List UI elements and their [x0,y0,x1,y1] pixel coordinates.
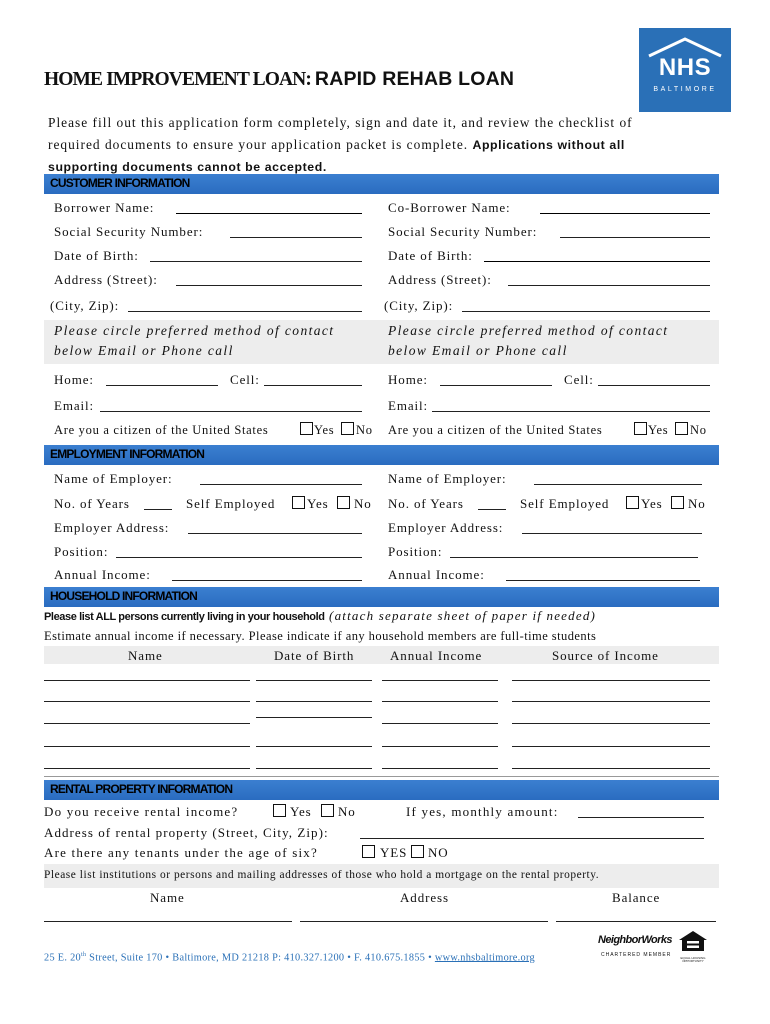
co-ssn-label: Social Security Number: [388,224,538,239]
cell-phone-field[interactable] [264,385,362,386]
household-row-4-dob[interactable] [256,746,372,747]
co-self-employed-no-label: No [688,496,706,511]
dob-label: Date of Birth: [54,248,139,263]
co-home-phone-label: Home: [388,372,428,387]
co-cell-phone-label: Cell: [564,372,594,387]
household-instructions-italic: (attach separate sheet of paper if needed) [324,608,597,623]
footer-address-a: 25 E. 20 [44,952,82,964]
co-employer-address-label: Employer Address: [388,520,504,535]
co-home-phone-field[interactable] [440,385,552,386]
household-estimate-note: Estimate annual income if necessary. Please indicate if any household members are full-time students [44,629,597,643]
co-employer-name-field[interactable] [534,484,702,485]
co-contact-preference-line-2: below Email or Phone call [388,343,568,358]
mortgage-col-name: Name [150,890,185,905]
section-header-employment: EMPLOYMENT INFORMATION [44,445,719,465]
home-phone-field[interactable] [106,385,218,386]
self-employed-no-label: No [354,496,372,511]
annual-income-label: Annual Income: [54,567,151,582]
household-row-2-name[interactable] [44,701,250,702]
email-field[interactable] [100,411,362,412]
co-citizen-yes-checkbox[interactable] [634,422,647,435]
ssn-field[interactable] [230,237,362,238]
equal-housing-house-icon [678,930,708,952]
logo-mark: NHS [658,54,712,81]
intro-line-1: Please fill out this application form completely, sign and date it, and review the checklist of [48,115,633,130]
rental-address-field[interactable] [360,838,704,839]
monthly-amount-field[interactable] [578,817,704,818]
household-row-3-name[interactable] [44,723,250,724]
co-self-employed-yes-label: Yes [641,496,663,511]
intro-text [48,112,728,178]
household-row-5-source[interactable] [512,768,710,769]
home-phone-label: Home: [54,372,94,387]
co-annual-income-label: Annual Income: [388,567,485,582]
citizen-no-checkbox[interactable] [341,422,354,435]
self-employed-label: Self Employed [186,496,276,511]
co-address-field[interactable] [508,285,710,286]
coborrower-name-field[interactable] [540,213,710,214]
neighborworks-badge [598,930,674,964]
citizen-yes-label: Yes [314,423,335,437]
title-sub: RAPID REHAB LOAN [314,68,515,90]
co-self-employed-label: Self Employed [520,496,610,511]
footer-address-b: Street, Suite 170 • Baltimore, MD 21218 P: 410.327.1200 • F. 410.675.1855 • [86,952,435,964]
dob-field[interactable] [150,261,362,262]
mortgage-row-balance[interactable] [556,921,716,922]
co-employer-name-label: Name of Employer: [388,471,507,486]
co-dob-field[interactable] [484,261,710,262]
position-field[interactable] [116,557,362,558]
citizen-no-label: No [356,423,373,437]
rental-income-no-checkbox[interactable] [321,804,334,817]
household-row-4-name[interactable] [44,746,250,747]
citizen-question: Are you a citizen of the United States [54,423,269,437]
tenants-no-label: NO [428,845,449,860]
household-row-1-income[interactable] [382,680,498,681]
footer-website-link[interactable]: www.nhsbaltimore.org [434,952,535,964]
mortgage-row-address[interactable] [300,921,548,922]
ssn-label: Social Security Number: [54,224,204,239]
intro-bold-1: Applications without all [472,138,625,152]
co-address-label: Address (Street): [388,272,492,287]
household-instructions-bold: Please list ALL persons currently living in your household [44,611,325,623]
co-citizen-question: Are you a citizen of the United States [388,423,603,437]
section-header-rental: RENTAL PROPERTY INFORMATION [44,780,719,800]
intro-bold-2: supporting documents cannot be accepted. [48,160,327,174]
cell-phone-label: Cell: [230,372,260,387]
household-row-5-income[interactable] [382,768,498,769]
equal-housing-icon [678,930,708,962]
employer-name-field[interactable] [200,484,362,485]
mortgage-row-name[interactable] [44,921,292,922]
household-row-1-dob[interactable] [256,680,372,681]
household-col-name: Name [128,648,163,663]
co-years-field[interactable] [478,509,506,510]
position-label: Position: [54,544,109,559]
employer-name-label: Name of Employer: [54,471,173,486]
co-self-employed-no-checkbox[interactable] [671,496,684,509]
years-label: No. of Years [54,496,130,511]
household-row-3-source[interactable] [512,723,710,724]
household-row-4-source[interactable] [512,746,710,747]
rental-income-yes-label: Yes [290,804,312,819]
co-email-label: Email: [388,398,429,413]
co-position-label: Position: [388,544,443,559]
household-col-source: Source of Income [552,648,659,663]
section-header-customer: CUSTOMER INFORMATION [44,174,719,194]
co-cell-phone-field[interactable] [598,385,710,386]
co-citizen-no-label: No [690,423,707,437]
footer-contact [44,952,535,963]
nhs-logo [639,28,731,112]
household-row-1-name[interactable] [44,680,250,681]
page-title [44,68,514,91]
household-divider [44,776,719,777]
neighborworks-wordmark: NeighborWorks [598,934,672,946]
household-row-3-income[interactable] [382,723,498,724]
logo-city: BALTIMORE [653,86,717,93]
annual-income-field[interactable] [172,580,362,581]
co-years-label: No. of Years [388,496,464,511]
mortgage-col-balance: Balance [612,890,661,905]
co-self-employed-yes-checkbox[interactable] [626,496,639,509]
co-ssn-field[interactable] [560,237,710,238]
co-citizen-no-checkbox[interactable] [675,422,688,435]
citizen-yes-checkbox[interactable] [300,422,313,435]
co-dob-label: Date of Birth: [388,248,473,263]
intro-line-2-text: required documents to ensure your application packet is complete. [48,137,473,152]
tenants-question: Are there any tenants under the age of six? [44,845,318,860]
address-label: Address (Street): [54,272,158,287]
household-row-2-dob[interactable] [256,701,372,702]
tenants-yes-label: YES [380,845,408,860]
household-row-5-name[interactable] [44,768,250,769]
title-main: HOME IMPROVEMENT LOAN: [44,69,315,90]
employer-address-field[interactable] [188,533,362,534]
household-col-income: Annual Income [390,648,483,663]
household-row-2b-dob[interactable] [256,717,372,718]
co-position-field[interactable] [450,557,698,558]
intro-line-2 [48,134,728,156]
mortgage-col-address: Address [400,890,449,905]
tenants-yes-checkbox[interactable] [362,845,375,858]
co-contact-preference-line-1: Please circle preferred method of contact [388,323,669,338]
city-zip-label: (City, Zip): [50,298,120,313]
borrower-name-label: Borrower Name: [54,200,155,215]
section-header-household: HOUSEHOLD INFORMATION [44,587,719,607]
co-employer-address-field[interactable] [522,533,702,534]
household-col-dob: Date of Birth [274,648,355,663]
household-instructions [44,608,596,624]
rental-address-label: Address of rental property (Street, City, Zip): [44,825,329,840]
co-annual-income-field[interactable] [506,580,700,581]
monthly-amount-label: If yes, monthly amount: [406,804,559,819]
rental-income-yes-checkbox[interactable] [273,804,286,817]
co-city-zip-label: (City, Zip): [384,298,454,313]
employer-address-label: Employer Address: [54,520,170,535]
self-employed-no-checkbox[interactable] [337,496,350,509]
household-row-1-source[interactable] [512,680,710,681]
rental-income-question: Do you receive rental income? [44,804,239,819]
email-label: Email: [54,398,95,413]
self-employed-yes-label: Yes [307,496,329,511]
years-field[interactable] [144,509,172,510]
household-row-4-income[interactable] [382,746,498,747]
coborrower-name-label: Co-Borrower Name: [388,200,511,215]
contact-preference-line-1: Please circle preferred method of contact [54,323,335,338]
equal-housing-text: EQUAL HOUSING OPPORTUNITY [680,956,706,964]
borrower-name-field[interactable] [176,213,362,214]
co-email-field[interactable] [432,411,710,412]
tenants-no-checkbox[interactable] [411,845,424,858]
household-row-5-dob[interactable] [256,768,372,769]
self-employed-yes-checkbox[interactable] [292,496,305,509]
contact-preference-line-2: below Email or Phone call [54,343,234,358]
household-row-2-income[interactable] [382,701,498,702]
rental-income-no-label: No [338,804,356,819]
co-city-zip-field[interactable] [462,311,710,312]
chartered-member-text: CHARTERED MEMBER [601,952,672,958]
household-row-2-source[interactable] [512,701,710,702]
address-field[interactable] [176,285,362,286]
city-zip-field[interactable] [128,311,362,312]
mortgage-holders-instructions: Please list institutions or persons and mailing addresses of those who hold a mortgage on the rental property. [44,869,600,881]
co-citizen-yes-label: Yes [648,423,669,437]
footer-sup: th [81,952,87,958]
